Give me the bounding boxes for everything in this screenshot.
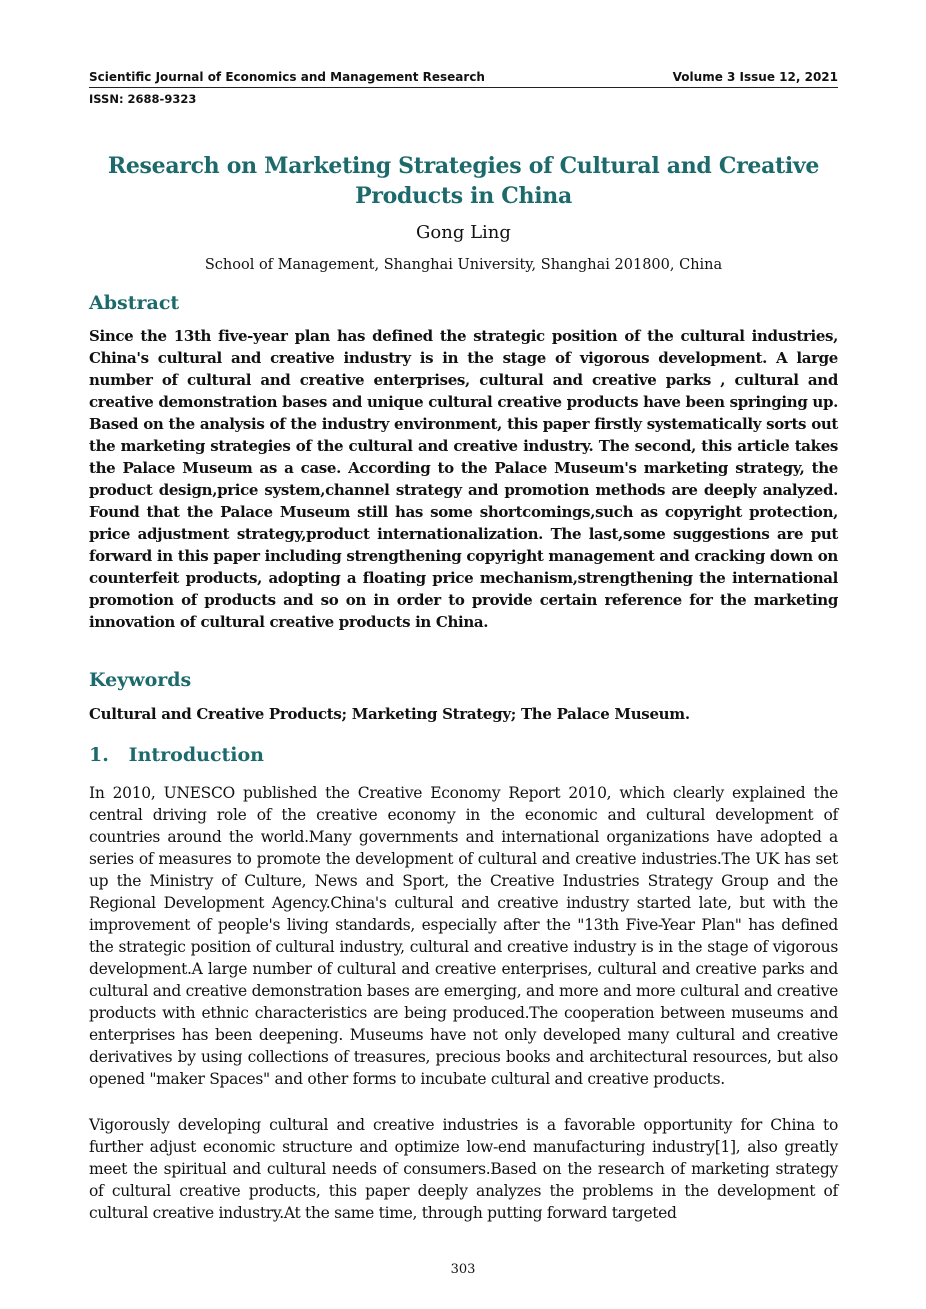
abstract-text: Since the 13th five-year plan has defined the strategic position of the cultural industries, China's cultural and creative industry is in the stage of vigorous development. A large number of cultural and creative enterprises, cultural and creative parks , cultural and creative demonstration bases and unique cultural creative products have been springing up. Based on the analysis of the industry environment, this paper firstly systematically sorts out the marketing strategies of the cultural and creative industry. The second, this article takes the Palace Museum as a case. According to the Palace Museum's marketing strategy, the product design,price system,channel strategy and promotion methods are deeply analyzed. Found that the Palace Museum still has some shortcomings,such as copyright protection, price adjustment strategy,product internationalization. The last,some suggestions are put forward in this paper including strengthening copyright management and cracking down on counterfeit products, adopting a floating price mechanism,strengthening the international promotion of products and so on in order to provide certain reference for the marketing innovation of cultural creative products in China. — [89, 327, 838, 631]
journal-name: Scientific Journal of Economics and Management Research — [89, 70, 485, 84]
author-affiliation: School of Management, Shanghai University, Shanghai 201800, China — [204, 257, 723, 273]
paper-title — [89, 151, 838, 211]
volume-issue: Volume 3 Issue 12, 2021 — [672, 70, 838, 84]
keywords-text: Cultural and Creative Products; Marketing Strategy; The Palace Museum. — [89, 705, 690, 723]
introduction-heading: 1. Introduction — [89, 744, 264, 766]
paper-title-line-1: Research on Marketing Strategies of Cultural and Creative — [107, 153, 820, 179]
keywords-heading: Keywords — [89, 669, 192, 691]
paper-title-line-2: Products in China — [355, 183, 572, 209]
introduction-paragraph-1: In 2010, UNESCO published the Creative Economy Report 2010, which clearly explained the central driving role of the creative economy in the economic and cultural development of countries around the world.Many governments and international organizations have adopted a series of measures to promote the development of cultural and creative industries.The UK has set up the Ministry of Culture, News and Sport, the Creative Industries Strategy Group and the Regional Development Agency.China's cultural and creative industry started late, but with the improvement of people's living standards, especially after the "13th Five-Year Plan" has defined the strategic position of cultural industry, cultural and creative industry is in the stage of vigorous development.A large number of cultural and creative enterprises, cultural and creative parks and cultural and creative demonstration bases are emerging, and more and more cultural and creative products with ethnic characteristics are being produced.The cooperation between museums and enterprises has been deepening. Museums have not only developed many cultural and creative derivatives by using collections of treasures, precious books and architectural resources, but also opened "maker Spaces" and other forms to incubate cultural and creative products. — [89, 784, 838, 1088]
issn: ISSN: 2688-9323 — [89, 92, 197, 106]
header-divider — [89, 87, 838, 88]
author-name: Gong Ling — [416, 222, 511, 243]
running-header — [89, 70, 838, 106]
page-number: 303 — [450, 1262, 476, 1277]
abstract-heading: Abstract — [89, 292, 180, 314]
introduction-paragraph-2: Vigorously developing cultural and creative industries is a favorable opportunity for China to further adjust economic structure and optimize low-end manufacturing industry[1], also greatly meet the spiritual and cultural needs of consumers.Based on the research of marketing strategy of cultural creative products, this paper deeply analyzes the problems in the development of cultural creative industry.At the same time, through putting forward targeted — [89, 1116, 838, 1222]
